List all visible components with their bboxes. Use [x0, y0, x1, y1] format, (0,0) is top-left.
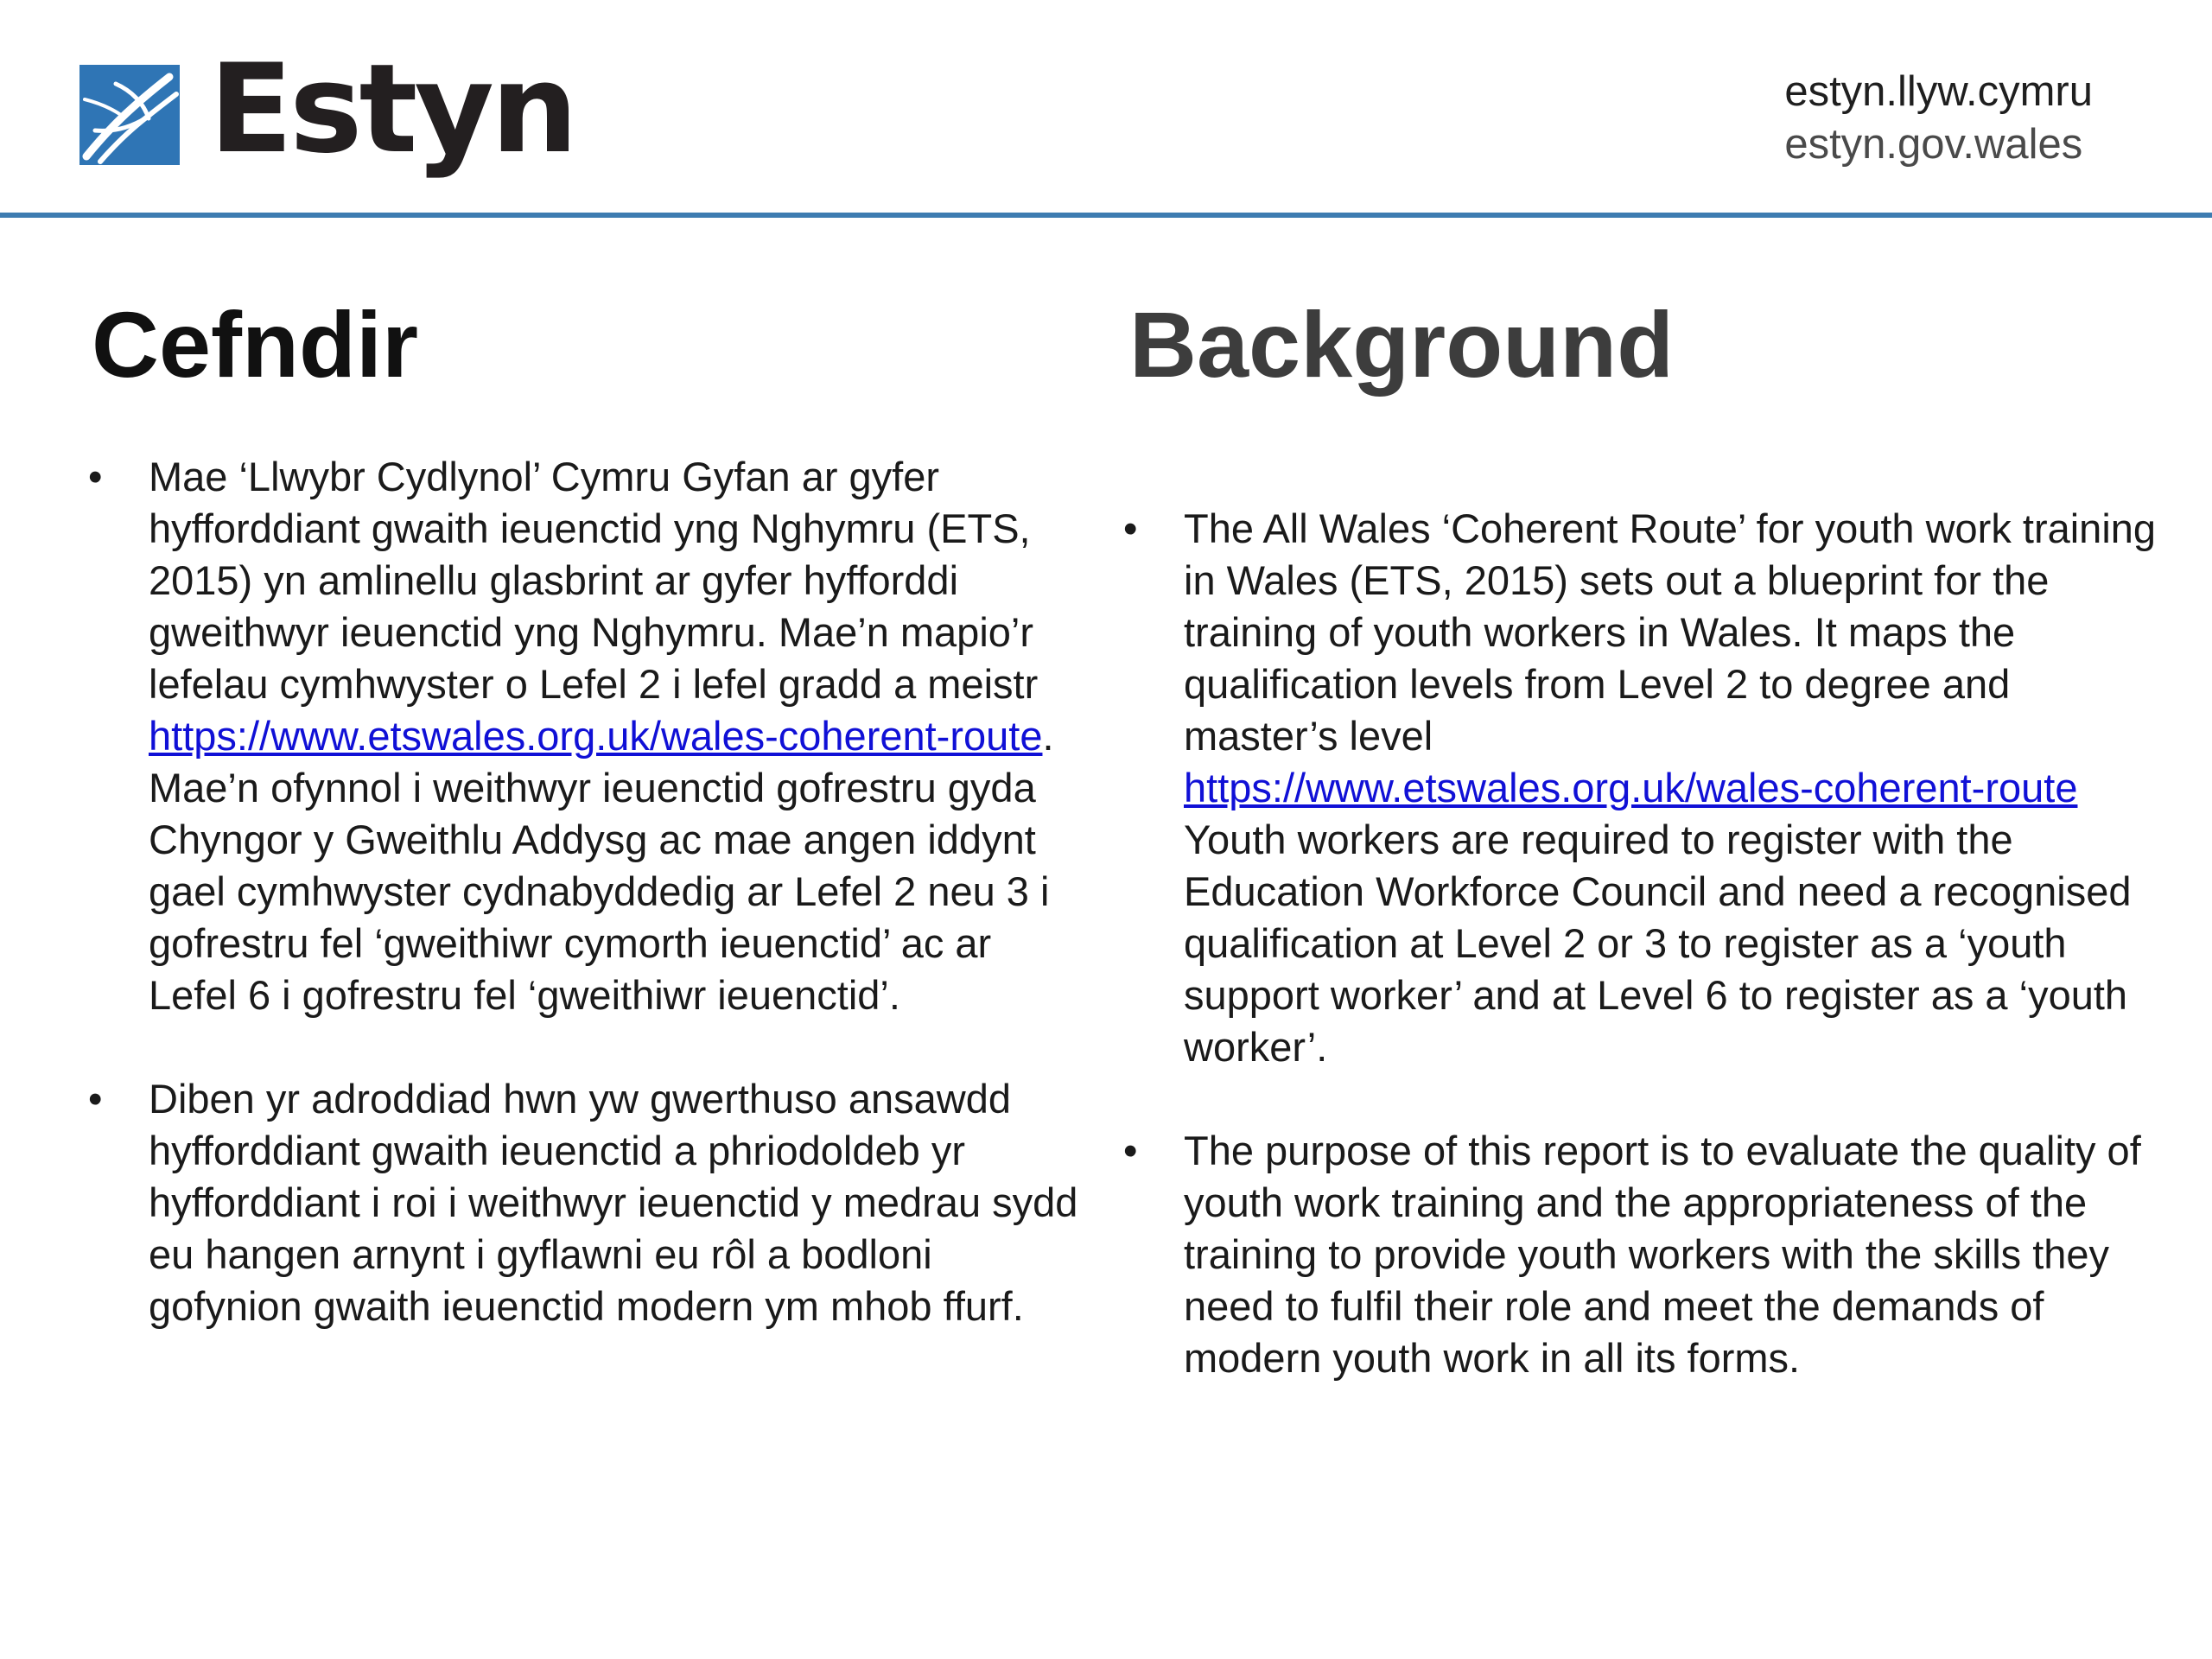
paragraph-english-2-text: The purpose of this report is to evaluate the quality of youth work training and the appropriateness of the training to provide youth workers with the skills they need to fulfil their role and meet the demands of modern youth work in all its forms. [1184, 1128, 2141, 1381]
bullet-icon: • [1123, 1128, 1138, 1173]
bullet-icon: • [88, 454, 103, 499]
heading-english: Background [1129, 292, 1675, 397]
paragraph-welsh-2-text: Diben yr adroddiad hwn yw gwerthuso ansawdd hyfforddiant gwaith ieuenctid a phriodoldeb yr hyfforddiant i roi i weithwyr ieuenctid y medrau sydd eu hangen arnynt i gyflawni eu rôl a bodloni gofynion gwaith ieuenctid modern ym mhob ffurf. [149, 1076, 1078, 1329]
header-divider [0, 213, 2212, 218]
site-link-welsh[interactable]: estyn.llyw.cymru [1784, 68, 2093, 115]
coherent-route-link-welsh[interactable]: https://www.etswales.org.uk/wales-coherent-route [149, 713, 1043, 759]
estyn-bird-mark-icon [79, 65, 180, 165]
column-english [1120, 503, 2157, 1436]
paragraph-welsh-1-text: Mae ‘Llwybr Cydlynol’ Cymru Gyfan ar gyfer hyfforddiant gwaith ieuenctid yng Nghymru (ETS, 2015) yn amlinellu glasbrint ar gyfer hyfforddi gweithwyr ieuenctid yng Nghymru. Mae’n mapio’r lefelau cymhwyster o Lefel 2 i lefel gradd a meistr [149, 454, 1039, 707]
bullet-icon: • [88, 1076, 103, 1122]
coherent-route-link-english[interactable]: https://www.etswales.org.uk/wales-coherent-route [1184, 765, 2078, 810]
estyn-logo[interactable] [79, 38, 575, 181]
column-welsh [85, 451, 1087, 1384]
site-link-english[interactable]: estyn.gov.wales [1784, 121, 2083, 168]
bullet-item-english-1 [1120, 503, 2157, 1073]
paragraph-english-1-text: The All Wales ‘Coherent Route’ for youth work training in Wales (ETS, 2015) sets out a blueprint for the training of youth workers in Wales. It maps the qualification levels from Level 2 to degree and master’s level [1184, 505, 2157, 759]
estyn-wordmark: Estyn [209, 38, 575, 181]
paragraph-welsh-1-continuation: . Mae’n ofynnol i weithwyr ieuenctid gofrestru gyda Chyngor y Gweithlu Addysg ac mae angen iddynt gael cymhwyster cydnabyddedig ar Lefel 2 neu 3 i gofrestru fel ‘gweithiwr cymorth ieuenctid’ ac ar Lefel 6 i gofrestru fel ‘gweithiwr ieuenctid’. [149, 713, 1054, 1018]
bullet-item-welsh-2 [85, 1073, 1087, 1332]
paragraph-english-1-continuation: Youth workers are required to register with the Education Workforce Council and need a recognised qualification at Level 2 or 3 to register as a ‘youth support worker’ and at Level 6 to register as a ‘youth worker’. [1184, 817, 2132, 1070]
bullet-item-english-2 [1120, 1125, 2157, 1384]
site-links [1784, 66, 2093, 171]
page-header [0, 0, 2212, 216]
bullet-item-welsh-1 [85, 451, 1087, 1021]
heading-welsh: Cefndir [92, 292, 418, 397]
bullet-icon: • [1123, 505, 1138, 551]
